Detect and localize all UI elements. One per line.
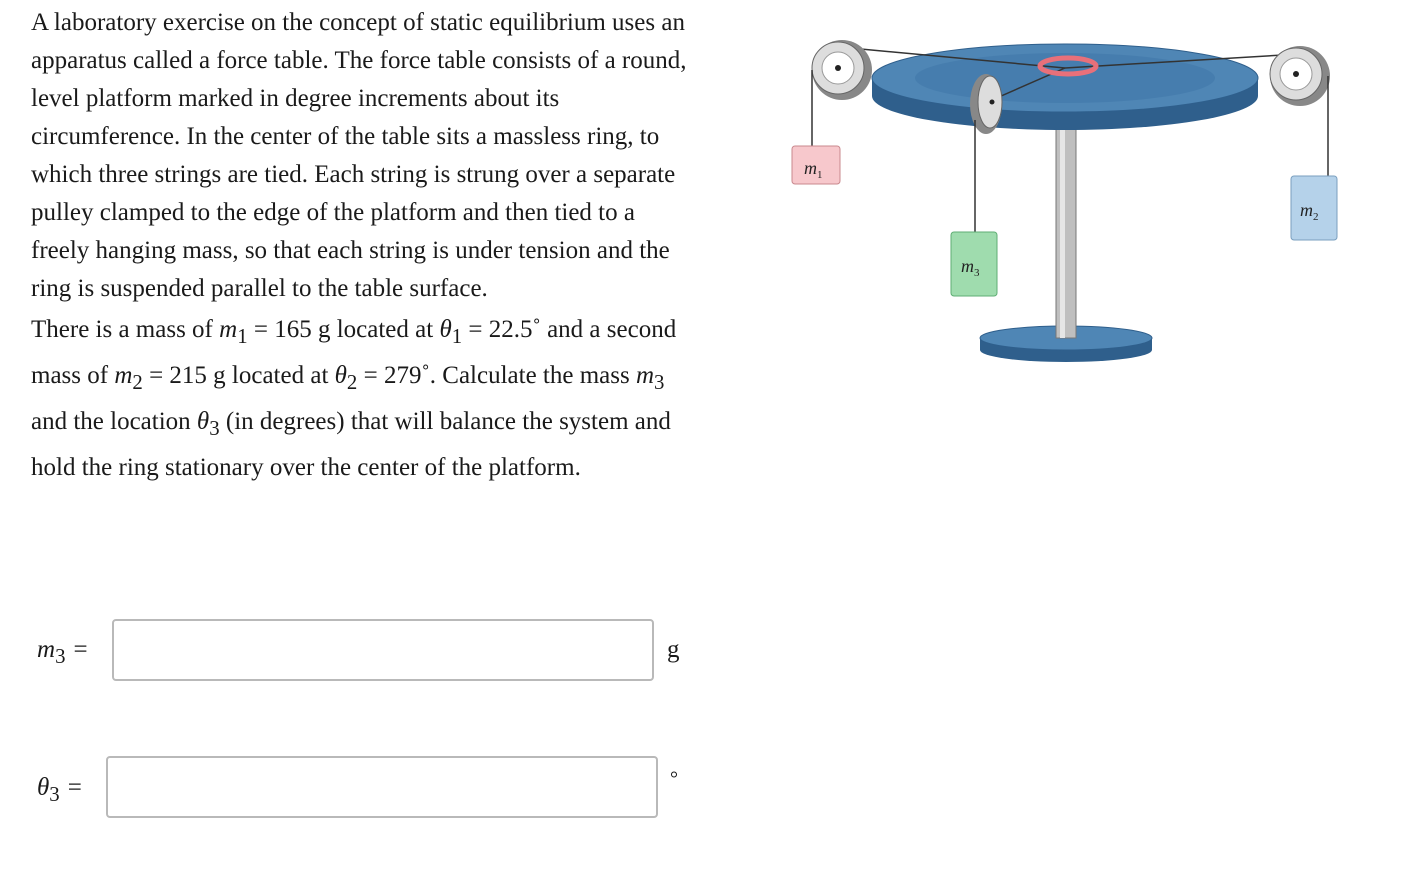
m3-label-subscript: 3 bbox=[55, 644, 66, 668]
m3-label-symbol: m bbox=[37, 636, 56, 663]
theta3-label-subscript: 3 bbox=[49, 782, 60, 806]
text-segment: (in degrees) that will balance the system and hold the ring stationary over the center of the platform. bbox=[31, 408, 671, 481]
mass1-subscript: 1 bbox=[817, 169, 823, 181]
m3-unit: g bbox=[667, 636, 680, 663]
m3-answer-label bbox=[37, 636, 88, 669]
table-pole bbox=[1056, 120, 1076, 338]
theta2-symbol: θ bbox=[334, 362, 347, 389]
mass-3 bbox=[951, 232, 997, 296]
mass-2 bbox=[1291, 176, 1337, 240]
text-segment: There is a mass of bbox=[31, 316, 220, 343]
m3-symbol: m bbox=[635, 362, 655, 389]
theta2-subscript: 2 bbox=[346, 370, 358, 394]
m3-equals: = bbox=[73, 636, 88, 663]
theta3-subscript: 3 bbox=[209, 416, 220, 440]
theta3-unit: ° bbox=[670, 768, 678, 790]
m2-symbol: m bbox=[114, 362, 133, 389]
text-segment: = 22.5˚ and a second mass of bbox=[31, 316, 677, 389]
theta3-answer-label bbox=[37, 774, 82, 807]
text-segment: = 165 g located at bbox=[247, 316, 440, 343]
theta1-symbol: θ bbox=[439, 316, 452, 343]
m3-input[interactable] bbox=[112, 619, 654, 681]
problem-paragraph-1: A laboratory exercise on the concept of static equilibrium uses an apparatus called a force table. The force table consists of a round, level platform marked in degree increments about its circumference. In the center of the table sits a massless ring, to which three strings are tied. Each string is strung over a separate pulley clamped to the edge of the platform and then tied to a freely hanging mass, so that each string is under tension and the ring is suspended parallel to the table surface. bbox=[31, 9, 687, 302]
pulley-1 bbox=[812, 40, 872, 100]
m3-subscript: 3 bbox=[654, 370, 665, 394]
theta1-subscript: 1 bbox=[451, 324, 463, 348]
text-segment: and the location bbox=[31, 408, 197, 435]
m1-subscript: 1 bbox=[237, 324, 248, 348]
mass2-label: m bbox=[1300, 200, 1313, 220]
pulley-2 bbox=[1270, 46, 1330, 106]
table-pole-highlight bbox=[1060, 120, 1065, 338]
theta3-input[interactable] bbox=[106, 756, 658, 818]
theta3-label-symbol: θ bbox=[37, 774, 50, 801]
problem-paragraph-2 bbox=[31, 310, 696, 488]
text-segment: = 215 g located at bbox=[142, 362, 335, 389]
mass3-subscript: 3 bbox=[974, 267, 980, 279]
theta3-equals: = bbox=[67, 774, 82, 801]
mass1-label: m bbox=[804, 158, 817, 178]
text-segment: = 279˚. Calculate the mass bbox=[357, 362, 636, 389]
mass2-subscript: 2 bbox=[1313, 211, 1319, 223]
problem-statement bbox=[31, 4, 696, 488]
m2-subscript: 2 bbox=[132, 370, 143, 394]
force-table-figure bbox=[780, 20, 1380, 370]
theta3-symbol: θ bbox=[196, 408, 210, 435]
m1-symbol: m bbox=[219, 316, 238, 343]
mass3-label: m bbox=[961, 256, 974, 276]
mass-1 bbox=[792, 146, 840, 184]
